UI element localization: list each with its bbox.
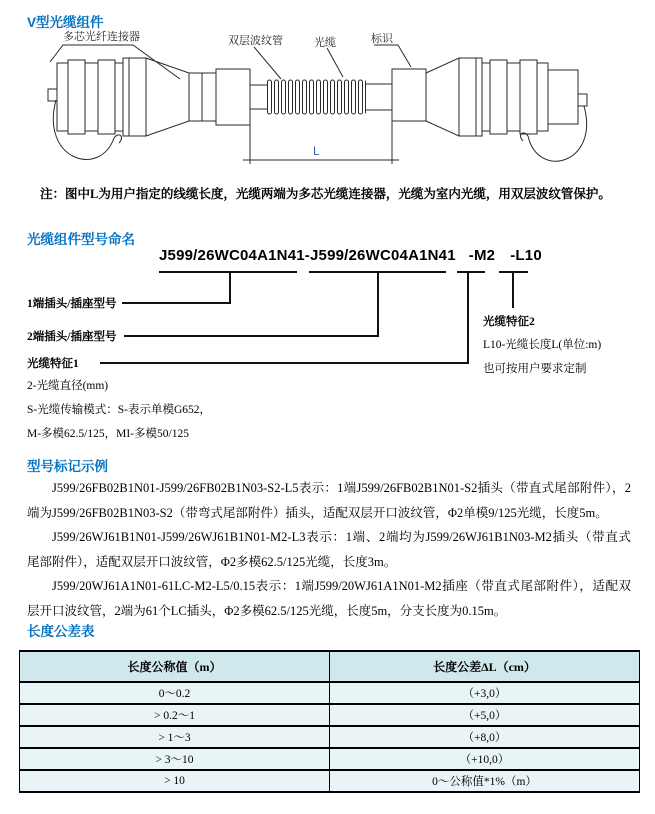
right-connector xyxy=(392,58,587,161)
example-paragraph: J599/26FB02B1N01-J599/26FB02B1N03-S2-L5表示：1端J599/26FB02B1N01-S2插头（带直式尾部附件），2端为J599/26FB02B1N03-S2（带弯式尾部附件）插头，适配双层开口波纹管，Φ2单模9/125光缆，长度5m。 xyxy=(27,481,631,520)
table-row xyxy=(20,726,640,748)
left-connector xyxy=(48,58,250,159)
col-tolerance: 长度公差ΔL（cm） xyxy=(330,651,640,682)
cable-and-tube xyxy=(250,79,392,115)
example-paragraphs xyxy=(27,476,631,624)
example-paragraph: J599/26WJ61B1N01-J599/26WJ61B1N01-M2-L3表示：1端、2端均为J599/26WJ61B1N03-M2插头（带直式尾部附件），适配双层开口波纹管，Φ2多模62.5/125光缆，长度3m。 xyxy=(27,530,631,569)
cell-nominal: 0～0.2 xyxy=(20,682,330,704)
label-optical-cable: 光缆 xyxy=(314,37,336,49)
section-naming-heading: 光缆组件型号命名 xyxy=(27,232,135,247)
dimension-L-label: L xyxy=(313,144,320,158)
feature1-line-mode: S-光缆传输模式：S-表示单模G652， xyxy=(27,404,212,416)
label-end2-type: 2端插头/插座型号 xyxy=(27,331,117,343)
cell-nominal: > 0.2～1 xyxy=(20,704,330,726)
label-fiber-connector: 多芯光纤连接器 xyxy=(63,31,140,43)
cell-tolerance: （+10,0） xyxy=(330,748,640,770)
model-part-cable-feature2: -L10 xyxy=(510,247,542,264)
note-text: 注：图中L为用户指定的线缆长度，光缆两端为多芯光缆连接器，光缆为室内光缆，用双层波纹管保护。 xyxy=(40,187,611,201)
table-row xyxy=(20,748,640,770)
table-row xyxy=(20,770,640,792)
table-row xyxy=(20,704,640,726)
model-ladder-lines xyxy=(100,272,528,363)
page-title: V型光缆组件 xyxy=(27,15,104,30)
section-tolerance-heading: 长度公差表 xyxy=(27,624,95,639)
table-row xyxy=(20,682,640,704)
model-part-connectors: J599/26WC04A1N41-J599/26WC04A1N41 xyxy=(159,247,456,264)
cell-tolerance: （+8,0） xyxy=(330,726,640,748)
model-part-cable-feature1: -M2 xyxy=(468,247,496,264)
model-number xyxy=(159,247,542,264)
cell-tolerance: （+5,0） xyxy=(330,704,640,726)
label-marker: 标识 xyxy=(371,33,393,45)
feature1-line-diameter: 2-光缆直径(mm) xyxy=(27,380,109,392)
feature1-line-multimode: M-多模62.5/125，MI-多模50/125 xyxy=(27,428,189,440)
dimension-L-lines xyxy=(243,121,399,164)
label-cable-feature1: 光缆特征1 xyxy=(27,358,79,370)
section-examples-heading: 型号标记示例 xyxy=(27,459,108,474)
example-paragraph: J599/20WJ61A1N01-61LC-M2-L5/0.15表示：1端J599/20WJ61A1N01-M2插座（带直式尾部附件），适配双层开口波纹管，2端为61个LC插头，Φ2多模62.5/125光缆，长度5m，分支长度为0.15m。 xyxy=(27,579,631,618)
label-cable-feature2: 光缆特征2 xyxy=(483,316,535,328)
feature2-line-length: L10-光缆长度L(单位:m) xyxy=(483,339,602,351)
length-tolerance-table xyxy=(19,650,640,793)
label-corrugated-tube: 双层波纹管 xyxy=(228,35,283,47)
cell-nominal: > 3～10 xyxy=(20,748,330,770)
feature2-line-custom: 也可按用户要求定制 xyxy=(483,363,587,375)
col-nominal-length: 长度公称值（m） xyxy=(20,651,330,682)
label-end1-type: 1端插头/插座型号 xyxy=(27,298,117,310)
leader-lines xyxy=(50,45,411,79)
cell-tolerance: 0～公称值*1%（m） xyxy=(330,770,640,792)
table-header-row xyxy=(20,651,640,682)
cell-nominal: > 10 xyxy=(20,770,330,792)
cell-tolerance: （+3,0） xyxy=(330,682,640,704)
cell-nominal: > 1～3 xyxy=(20,726,330,748)
